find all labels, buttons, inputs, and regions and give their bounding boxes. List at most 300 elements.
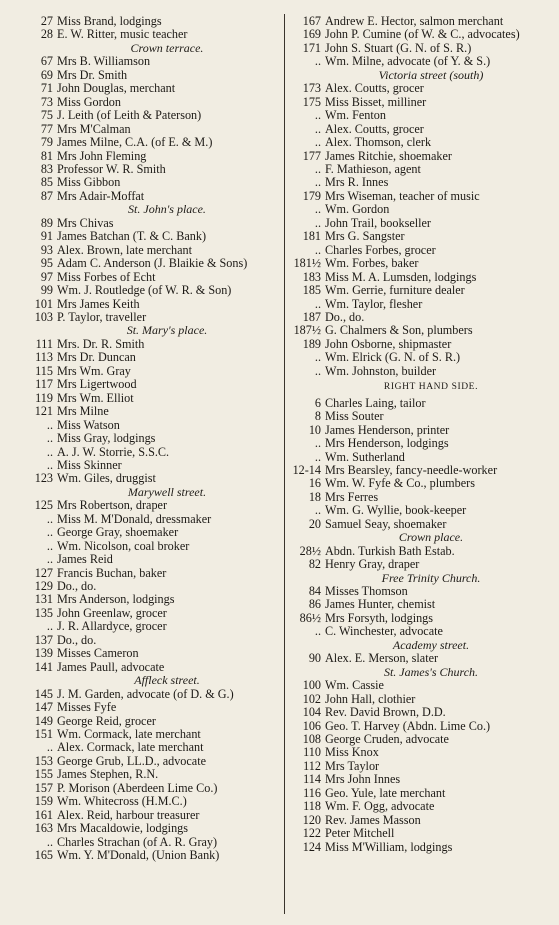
directory-entry — [23, 634, 281, 647]
house-number: 85 — [40, 175, 53, 190]
resident-name: Samuel Seay, shoemaker — [325, 516, 447, 531]
directory-entry — [291, 55, 541, 68]
directory-entry — [23, 688, 281, 701]
house-number: 181½ — [293, 256, 321, 271]
resident-name: George Grub, LL.D., advocate — [57, 753, 207, 768]
house-number: 99 — [40, 283, 53, 298]
resident-name: Mrs Bearsley, fancy-needle-worker — [325, 462, 498, 477]
directory-entry — [291, 15, 541, 28]
directory-entry — [291, 518, 541, 531]
house-number: 12-14 — [292, 462, 321, 477]
house-number: 28 — [40, 27, 53, 42]
directory-entry — [23, 513, 281, 526]
house-number: 153 — [34, 753, 53, 768]
resident-name: Miss Gray, lodgings — [57, 431, 156, 446]
resident-name: E. W. Ritter, music teacher — [57, 27, 188, 42]
resident-name: Miss Skinner — [57, 457, 122, 472]
house-number: 171 — [302, 40, 321, 55]
directory-entry — [291, 365, 541, 378]
house-number: 151 — [34, 727, 53, 742]
house-number: .. — [314, 202, 321, 217]
directory-entry — [23, 741, 281, 754]
directory-entry — [23, 150, 281, 163]
directory-entry — [291, 598, 541, 611]
resident-name: Wm. Elrick (G. N. of S. R.) — [325, 350, 461, 365]
street-heading: Marywell street. — [127, 484, 207, 499]
directory-entry — [291, 652, 541, 665]
house-number: 187 — [302, 309, 321, 324]
house-number: 28½ — [299, 543, 321, 558]
directory-entry — [23, 123, 281, 136]
resident-name: Mrs Wiseman, teacher of music — [325, 188, 480, 203]
house-number: 157 — [34, 780, 53, 795]
house-number: 10 — [308, 422, 321, 437]
directory-entry — [23, 136, 281, 149]
directory-entry — [291, 257, 541, 270]
resident-name: John Douglas, merchant — [57, 81, 176, 96]
house-number: 163 — [34, 821, 53, 836]
directory-entry — [23, 96, 281, 109]
house-number: 95 — [40, 256, 53, 271]
house-number: .. — [46, 417, 53, 432]
resident-name: John Hall, clothier — [325, 691, 416, 706]
directory-entry — [291, 163, 541, 176]
house-number: 115 — [35, 363, 53, 378]
house-number: .. — [314, 296, 321, 311]
column-divider — [284, 14, 285, 914]
resident-name: James Henderson, printer — [325, 422, 450, 437]
house-number: .. — [46, 525, 53, 540]
resident-name: Wm. Y. M'Donald, (Union Bank) — [57, 848, 220, 863]
resident-name: P. Morison (Aberdeen Lime Co.) — [57, 780, 218, 795]
directory-entry — [291, 491, 541, 504]
resident-name: Professor W. R. Smith — [57, 161, 166, 176]
right-column — [291, 15, 541, 854]
resident-name: Geo. Yule, late merchant — [325, 785, 446, 800]
directory-entry — [291, 397, 541, 410]
resident-name: Adam C. Anderson (J. Blaikie & Sons) — [57, 256, 248, 271]
directory-entry — [23, 244, 281, 257]
directory-entry — [23, 405, 281, 418]
house-number: 84 — [308, 584, 321, 599]
house-number: 112 — [303, 758, 321, 773]
resident-name: Misses Cameron — [57, 646, 139, 661]
directory-entry — [291, 109, 541, 122]
house-number: 82 — [308, 557, 321, 572]
directory-entry — [23, 351, 281, 364]
house-number: 185 — [302, 283, 321, 298]
house-number: 161 — [34, 807, 53, 822]
directory-entry — [23, 28, 281, 41]
house-number: 169 — [302, 27, 321, 42]
directory-entry — [23, 728, 281, 741]
house-number: 6 — [314, 395, 321, 410]
house-number: 16 — [308, 476, 321, 491]
house-number: 93 — [40, 242, 53, 257]
directory-entry — [291, 217, 541, 230]
directory-entry — [291, 746, 541, 759]
resident-name: Wm. Forbes, baker — [325, 256, 419, 271]
house-number: 81 — [40, 148, 53, 163]
directory-entry — [23, 55, 281, 68]
resident-name: James Hunter, chemist — [325, 597, 436, 612]
house-number: 116 — [303, 785, 321, 800]
resident-name: Alex. Brown, late merchant — [57, 242, 193, 257]
resident-name: Miss Brand, lodgings — [57, 14, 162, 28]
house-number: 97 — [40, 269, 53, 284]
resident-name: George Reid, grocer — [57, 713, 156, 728]
directory-entry — [23, 809, 281, 822]
directory-entry — [23, 782, 281, 795]
directory-entry — [291, 311, 541, 324]
resident-name: Alex. E. Merson, slater — [325, 651, 439, 666]
resident-name: Charles Forbes, grocer — [325, 242, 436, 257]
resident-name: Mrs Wm. Gray — [57, 363, 131, 378]
house-number: 75 — [40, 108, 53, 123]
resident-name: F. Mathieson, agent — [325, 161, 421, 176]
house-number: 141 — [34, 659, 53, 674]
resident-name: John Osborne, shipmaster — [325, 336, 452, 351]
resident-name: Mrs G. Sangster — [325, 229, 405, 244]
resident-name: Wm. J. Routledge (of W. R. & Son) — [57, 283, 232, 298]
directory-entry — [291, 733, 541, 746]
street-heading: St. John's place. — [128, 202, 206, 217]
resident-name: J. M. Garden, advocate (of D. & G.) — [57, 686, 234, 701]
resident-name: Wm. F. Ogg, advocate — [325, 799, 435, 814]
house-number: 175 — [302, 94, 321, 109]
directory-entry — [291, 625, 541, 638]
directory-entry — [291, 351, 541, 364]
directory-entry — [291, 230, 541, 243]
house-number: 165 — [34, 848, 53, 863]
directory-entry — [23, 432, 281, 445]
street-heading: Affleck street. — [134, 673, 200, 688]
street-heading: St. James's Church. — [383, 664, 479, 679]
resident-name: G. Chalmers & Son, plumbers — [325, 323, 473, 338]
resident-name: James Batchan (T. & C. Bank) — [57, 229, 207, 244]
house-number: 123 — [34, 471, 53, 486]
house-number: 131 — [34, 592, 53, 607]
resident-name: Geo. T. Harvey (Abdn. Lime Co.) — [325, 718, 491, 733]
resident-name: Mrs Chivas — [57, 215, 114, 230]
directory-entry — [23, 190, 281, 203]
street-heading: St. Mary's place. — [126, 323, 208, 338]
resident-name: James Stephen, R.N. — [57, 767, 159, 782]
resident-name: Miss Gibbon — [57, 175, 121, 190]
house-number: 159 — [34, 794, 53, 809]
resident-name: Mrs Anderson, lodgings — [57, 592, 175, 607]
resident-name: Alex. Cormack, late merchant — [57, 740, 204, 755]
house-number: .. — [314, 54, 321, 69]
house-number: 113 — [35, 350, 53, 365]
house-number: 125 — [34, 498, 53, 513]
resident-name: Rev. David Brown, D.D. — [325, 705, 446, 720]
house-number: .. — [314, 436, 321, 451]
house-number: 189 — [302, 336, 321, 351]
resident-name: Mrs Forsyth, lodgings — [325, 610, 434, 625]
resident-name: Wm. Gordon — [325, 202, 390, 217]
house-number: 127 — [34, 565, 53, 580]
directory-entry — [23, 82, 281, 95]
directory-entry — [291, 410, 541, 423]
resident-name: Rev. James Masson — [325, 812, 421, 827]
resident-name: Mrs Robertson, draper — [57, 498, 168, 513]
directory-entry — [23, 311, 281, 324]
resident-name: Wm. Cormack, late merchant — [57, 727, 201, 742]
resident-name: Peter Mitchell — [325, 826, 395, 841]
house-number: 102 — [302, 691, 321, 706]
house-number: 147 — [34, 700, 53, 715]
resident-name: Mrs John Fleming — [57, 148, 147, 163]
directory-entry — [291, 800, 541, 813]
resident-name: Wm. Giles, druggist — [57, 471, 156, 486]
directory-entry — [291, 504, 541, 517]
resident-name: Wm. Cassie — [325, 678, 384, 693]
directory-entry — [23, 768, 281, 781]
directory-entry — [23, 607, 281, 620]
street-heading: Crown terrace. — [130, 40, 204, 55]
resident-name: Miss M. A. Lumsden, lodgings — [325, 269, 477, 284]
house-number: 117 — [35, 377, 53, 392]
house-number: 167 — [302, 14, 321, 28]
directory-entry — [23, 392, 281, 405]
directory-entry — [23, 15, 281, 28]
directory-entry — [23, 69, 281, 82]
directory-entry — [23, 540, 281, 553]
house-number: .. — [314, 135, 321, 150]
directory-entry — [291, 324, 541, 337]
directory-entry — [291, 271, 541, 284]
resident-name: Wm. Johnston, builder — [325, 363, 437, 378]
house-number: .. — [314, 215, 321, 230]
directory-entry — [23, 217, 281, 230]
house-number: 103 — [34, 309, 53, 324]
directory-entry — [23, 499, 281, 512]
house-number: .. — [46, 619, 53, 634]
house-number: 120 — [302, 812, 321, 827]
resident-name: Wm. W. Fyfe & Co., plumbers — [325, 476, 475, 491]
resident-name: Mrs James Keith — [57, 296, 140, 311]
house-number: 119 — [35, 390, 53, 405]
resident-name: George Cruden, advocate — [325, 732, 449, 747]
directory-entry — [291, 136, 541, 149]
directory-entry — [291, 150, 541, 163]
house-number: 124 — [302, 839, 321, 854]
directory-entry — [23, 298, 281, 311]
house-number: 104 — [302, 705, 321, 720]
house-number: 83 — [40, 161, 53, 176]
resident-name: Mrs R. Innes — [325, 175, 389, 190]
house-number: 18 — [308, 489, 321, 504]
directory-entry — [291, 679, 541, 692]
house-number: 149 — [34, 713, 53, 728]
resident-name: Wm. Gerrie, furniture dealer — [325, 283, 465, 298]
house-number: .. — [46, 552, 53, 567]
directory-entry — [291, 720, 541, 733]
directory-entry — [291, 814, 541, 827]
resident-name: Miss Souter — [325, 409, 384, 424]
directory-entry — [291, 82, 541, 95]
resident-name: Miss Watson — [57, 417, 120, 432]
directory-entry — [291, 827, 541, 840]
directory-entry — [23, 446, 281, 459]
directory-entry — [23, 526, 281, 539]
directory-entry — [23, 822, 281, 835]
house-number: .. — [314, 449, 321, 464]
resident-name: James Reid — [57, 552, 113, 567]
resident-name: Miss M. M'Donald, dressmaker — [57, 511, 212, 526]
house-number: 20 — [308, 516, 321, 531]
directory-entry — [291, 545, 541, 558]
directory-entry — [291, 28, 541, 41]
resident-name: John Trail, bookseller — [325, 215, 431, 230]
street-heading: Free Trinity Church. — [381, 570, 481, 585]
resident-name: Henry Gray, draper — [325, 557, 420, 572]
directory-entry — [23, 419, 281, 432]
house-number: .. — [314, 363, 321, 378]
house-number: 86½ — [299, 610, 321, 625]
resident-name: Miss Knox — [325, 745, 379, 760]
resident-name: Miss M'William, lodgings — [325, 839, 453, 854]
house-number: .. — [314, 161, 321, 176]
house-number: .. — [314, 503, 321, 518]
resident-name: Alex. Thomson, clerk — [325, 135, 432, 150]
house-number: 173 — [302, 81, 321, 96]
house-number: 90 — [308, 651, 321, 666]
resident-name: Mrs B. Williamson — [57, 54, 151, 69]
directory-entry — [291, 773, 541, 786]
house-number: 139 — [34, 646, 53, 661]
house-number: 122 — [302, 826, 321, 841]
directory-entry — [291, 787, 541, 800]
directory-entry — [23, 755, 281, 768]
directory-entry — [23, 620, 281, 633]
house-number: .. — [46, 834, 53, 849]
directory-entry — [291, 760, 541, 773]
house-number: .. — [314, 108, 321, 123]
resident-name: Charles Strachan (of A. R. Gray) — [57, 834, 218, 849]
directory-entry — [291, 244, 541, 257]
resident-name: C. Winchester, advocate — [325, 624, 443, 639]
street-heading: Victoria street (south) — [378, 67, 484, 82]
resident-name: John Greenlaw, grocer — [57, 605, 167, 620]
house-number: 110 — [303, 745, 321, 760]
resident-name: J. Leith (of Leith & Paterson) — [57, 108, 202, 123]
directory-entry — [291, 558, 541, 571]
house-number: 86 — [308, 597, 321, 612]
house-number: .. — [46, 511, 53, 526]
directory-entry — [23, 661, 281, 674]
resident-name: Mrs Wm. Elliot — [57, 390, 134, 405]
directory-entry — [291, 437, 541, 450]
resident-name: John S. Stuart (G. N. of S. R.) — [325, 40, 472, 55]
left-column — [23, 15, 281, 863]
street-heading: Crown place. — [398, 530, 464, 545]
directory-entry — [23, 701, 281, 714]
resident-name: Mrs Taylor — [325, 758, 380, 773]
resident-name: Mrs Dr. Duncan — [57, 350, 136, 365]
house-number: 177 — [302, 148, 321, 163]
directory-entry — [291, 612, 541, 625]
directory-entry — [23, 567, 281, 580]
house-number: 118 — [303, 799, 321, 814]
directory-entry — [291, 284, 541, 297]
house-number: 67 — [40, 54, 53, 69]
resident-name: Do., do. — [325, 309, 365, 324]
resident-name: Mrs Dr. Smith — [57, 67, 128, 82]
house-number: .. — [46, 740, 53, 755]
resident-name: Mrs Henderson, lodgings — [325, 436, 449, 451]
resident-name: Mrs Ferres — [325, 489, 379, 504]
directory-entry — [23, 257, 281, 270]
directory-entry — [291, 203, 541, 216]
directory-entry — [291, 464, 541, 477]
house-number: 101 — [34, 296, 53, 311]
resident-name: John P. Cumine (of W. & C., advocates) — [325, 27, 520, 42]
house-number: 183 — [302, 269, 321, 284]
house-number: 135 — [34, 605, 53, 620]
resident-name: James Milne, C.A. (of E. & M.) — [57, 135, 213, 150]
directory-entry — [23, 378, 281, 391]
resident-name: James Ritchie, shoemaker — [325, 148, 452, 163]
directory-entry — [23, 795, 281, 808]
house-number: 91 — [40, 229, 53, 244]
house-number: 69 — [40, 67, 53, 82]
house-number: 27 — [40, 14, 53, 28]
house-number: 145 — [34, 686, 53, 701]
house-number: 106 — [302, 718, 321, 733]
directory-entry — [291, 424, 541, 437]
house-number: .. — [314, 121, 321, 136]
house-number: .. — [46, 444, 53, 459]
house-number: 137 — [34, 632, 53, 647]
directory-entry — [23, 176, 281, 189]
house-number: 114 — [303, 772, 321, 787]
resident-name: Alex. Reid, harbour treasurer — [57, 807, 200, 822]
resident-name: James Paull, advocate — [57, 659, 165, 674]
resident-name: Miss Bisset, milliner — [325, 94, 427, 109]
directory-entry — [291, 123, 541, 136]
house-number: 155 — [34, 767, 53, 782]
house-number: .. — [46, 431, 53, 446]
directory-entry — [291, 585, 541, 598]
resident-name: Wm. Nicolson, coal broker — [57, 538, 190, 553]
resident-name: Francis Buchan, baker — [57, 565, 167, 580]
resident-name: Abdn. Turkish Bath Estab. — [325, 543, 455, 558]
resident-name: Wm. Milne, advocate (of Y. & S.) — [325, 54, 491, 69]
resident-name: Mrs Macaldowie, lodgings — [57, 821, 188, 836]
directory-entry — [23, 230, 281, 243]
house-number: .. — [314, 624, 321, 639]
directory-entry — [23, 580, 281, 593]
directory-entry — [291, 176, 541, 189]
resident-name: Miss Gordon — [57, 94, 121, 109]
house-number: 87 — [40, 188, 53, 203]
directory-entry — [23, 163, 281, 176]
directory-entry — [23, 849, 281, 862]
resident-name: P. Taylor, traveller — [57, 309, 147, 324]
house-number: 179 — [302, 188, 321, 203]
house-number: 8 — [314, 409, 321, 424]
house-number: 79 — [40, 135, 53, 150]
house-number: 121 — [34, 404, 53, 419]
directory-entry — [23, 593, 281, 606]
street-heading: Academy street. — [392, 637, 470, 652]
house-number: 181 — [302, 229, 321, 244]
directory-entry — [23, 365, 281, 378]
directory-entry — [291, 706, 541, 719]
resident-name: Mrs Ligertwood — [57, 377, 137, 392]
